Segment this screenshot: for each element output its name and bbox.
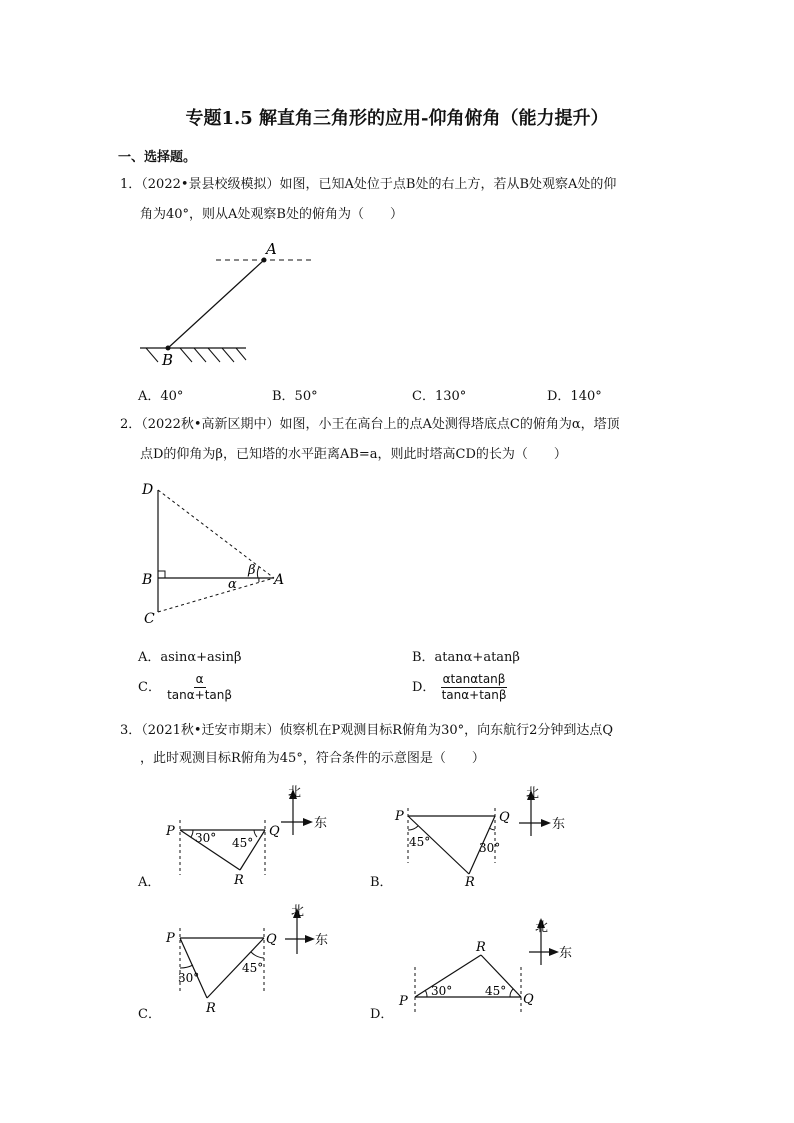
- q3-figure-c: [160, 898, 340, 1018]
- option-d[interactable]: [412, 672, 509, 703]
- label-alpha: α: [228, 577, 237, 592]
- ground-hatching: [146, 348, 246, 362]
- beta-arc: [257, 567, 259, 578]
- option-d-prefix: D．: [412, 680, 436, 695]
- label-beta: β: [248, 563, 256, 578]
- north-label: 北: [288, 785, 302, 800]
- svg-text:Q: Q: [499, 810, 510, 825]
- fraction-numerator: αtanαtanβ: [442, 672, 506, 686]
- label-b: B: [162, 351, 174, 369]
- option-b[interactable]: B．50°: [272, 389, 318, 404]
- sight-line-ad: [158, 490, 274, 578]
- option-c[interactable]: [138, 672, 234, 703]
- label-b: B: [142, 572, 153, 588]
- option-a[interactable]: A．40°: [138, 389, 184, 404]
- svg-text:Q: Q: [523, 992, 534, 1007]
- question-text: （2022秋•高新区期中）如图，小王在高台上的点A处测得塔底点C的俯角为α，塔顶: [141, 417, 620, 432]
- fraction-numerator: α: [195, 672, 204, 686]
- svg-text:R: R: [234, 873, 244, 888]
- fraction-denominator: tanα+tanβ: [441, 688, 507, 702]
- svg-text:30°: 30°: [195, 831, 217, 845]
- option-a[interactable]: A．asinα+asinβ: [138, 650, 242, 665]
- right-angle-mark: [158, 571, 165, 578]
- q3-figure-b: [395, 778, 575, 893]
- label-d: D: [142, 482, 154, 498]
- q3-figure-a: [160, 780, 340, 890]
- q3-figure-d: [395, 915, 575, 1025]
- svg-text:45°: 45°: [409, 835, 431, 849]
- svg-text:东: 东: [315, 933, 329, 948]
- svg-text:P: P: [399, 994, 408, 1009]
- svg-text:R: R: [206, 1001, 216, 1016]
- option-c[interactable]: C．: [138, 1007, 161, 1022]
- svg-text:45°: 45°: [242, 961, 264, 975]
- q2-figure: [138, 478, 288, 628]
- sight-line-ac: [158, 578, 274, 612]
- question-text: （2022•景县校级模拟）如图，已知A处位于点B处的右上方，若从B处观察A处的仰: [141, 177, 617, 192]
- question-text-cont: 角为40°，则从A处观察B处的俯角为（ ）: [140, 207, 403, 222]
- option-c-prefix: C．: [138, 680, 161, 695]
- question-number: 3．: [120, 723, 142, 738]
- svg-text:P: P: [395, 809, 404, 824]
- option-a[interactable]: A．: [138, 875, 161, 890]
- section-heading: 一、选择题。: [118, 150, 197, 165]
- fraction-denominator: tanα+tanβ: [167, 688, 233, 702]
- question-text-cont: 点D的仰角为β，已知塔的水平距离AB=a，则此时塔高CD的长为（ ）: [140, 447, 567, 462]
- svg-text:北: 北: [291, 904, 305, 919]
- line-ab: [168, 260, 264, 348]
- question-number: 1．: [120, 177, 142, 192]
- svg-text:R: R: [465, 875, 475, 890]
- svg-text:R: R: [476, 940, 486, 955]
- question-number: 2．: [120, 417, 142, 432]
- option-b[interactable]: B．atanα+atanβ: [412, 650, 520, 665]
- question-text-cont: ，此时观测目标R俯角为45°，符合条件的示意图是（ ）: [140, 751, 485, 766]
- question-text: （2021秋•迁安市期末）侦察机在P观测目标R俯角为30°，向东航行2分钟到达点Q: [141, 723, 614, 738]
- svg-text:45°: 45°: [485, 984, 507, 998]
- label-a: A: [274, 572, 285, 588]
- option-b[interactable]: B．: [370, 875, 393, 890]
- svg-text:北: 北: [526, 786, 540, 801]
- svg-text:Q: Q: [266, 932, 277, 947]
- svg-text:东: 东: [559, 946, 573, 961]
- svg-text:Q: Q: [269, 824, 280, 839]
- svg-text:30°: 30°: [479, 841, 501, 855]
- svg-text:北: 北: [535, 920, 549, 935]
- option-c-fraction: [165, 672, 234, 703]
- q1-figure: [138, 238, 318, 368]
- option-d[interactable]: D．140°: [547, 389, 602, 404]
- svg-text:30°: 30°: [178, 971, 200, 985]
- page-title: 专题1.5 解直角三角形的应用-仰角俯角（能力提升）: [185, 108, 609, 129]
- label-c: C: [144, 611, 155, 627]
- svg-text:东: 东: [552, 817, 566, 832]
- svg-text:30°: 30°: [431, 984, 453, 998]
- option-c[interactable]: C．130°: [412, 389, 467, 404]
- option-d-fraction: [440, 672, 509, 703]
- svg-text:P: P: [166, 824, 175, 839]
- east-label: 东: [314, 816, 328, 831]
- svg-text:45°: 45°: [232, 836, 254, 850]
- option-d[interactable]: D．: [370, 1007, 394, 1022]
- svg-text:P: P: [166, 931, 175, 946]
- point-a: [262, 258, 267, 263]
- label-a: A: [266, 240, 277, 258]
